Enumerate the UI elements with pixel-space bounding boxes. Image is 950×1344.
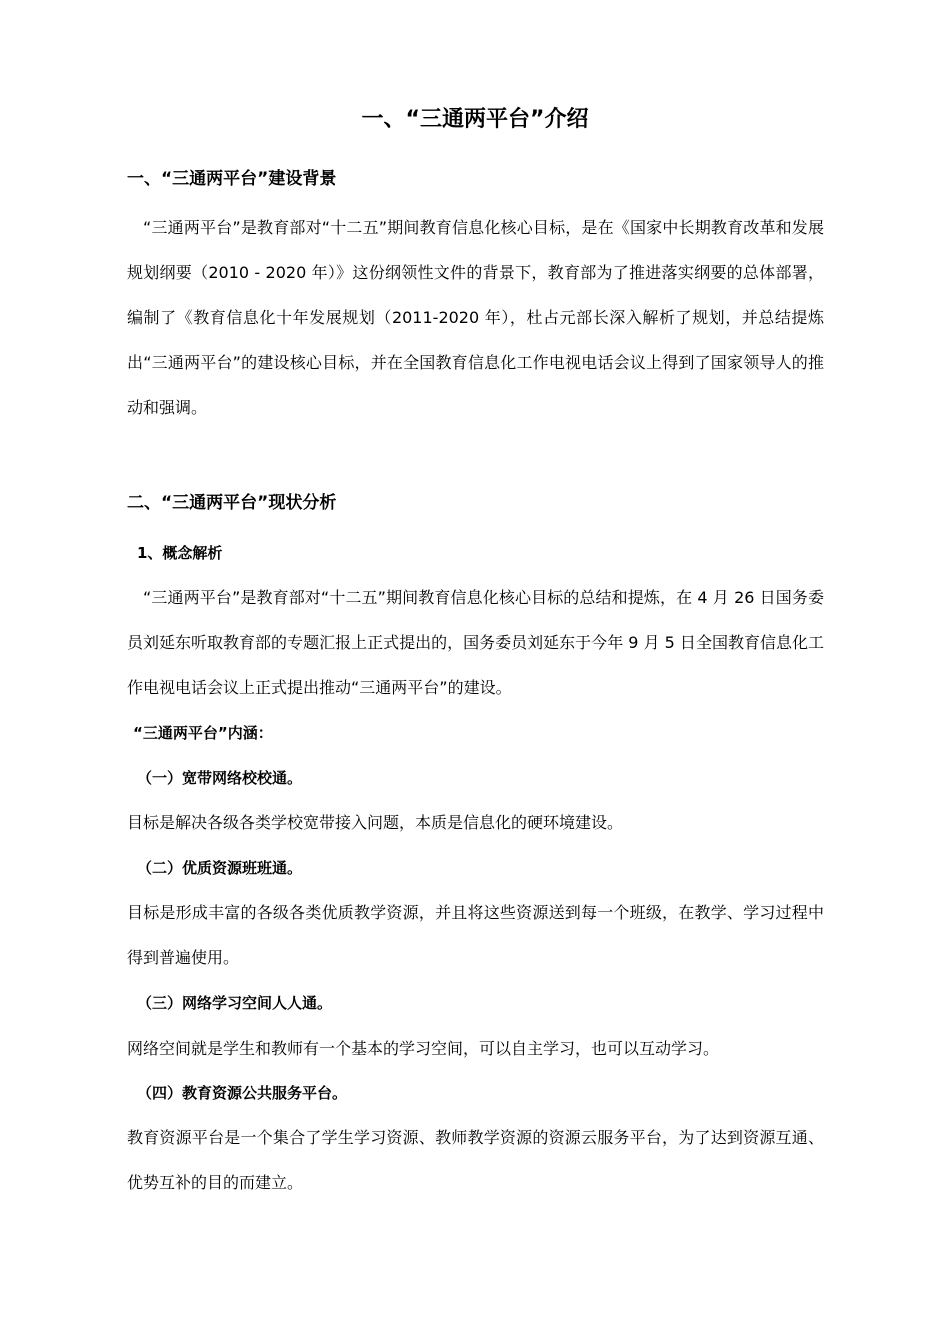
concept-subheading: 1、概念解析	[137, 544, 223, 562]
section2-heading: 二、“三通两平台”现状分析	[127, 493, 337, 513]
item3-text: 网络空间就是学生和教师有一个基本的学习空间，可以自主学习，也可以互动学习。	[127, 1039, 720, 1058]
page-title: 一、“三通两平台”介绍	[361, 107, 589, 132]
section1-paragraph: “三通两平台”是教育部对“十二五”期间教育信息化核心目标，是在《国家中长期教育改革和发展规划纲要（2010 - 2020 年）》这份纲领性文件的背景下，教育部为了推进落实纲要的总体部署，编制了《教育信息化十年发展规划（2011-2020 年），杜占元部长深入解析了规划，并总结提炼出“三通两平台”的建设核心目标，并在全国教育信息化工作电视电话会议上得到了国家领导人的推动和强调。	[127, 218, 824, 417]
item4-text: 教育资源平台是一个集合了学生学习资源、教师教学资源的资源云服务平台，为了达到资源互通、优势互补的目的而建立。	[127, 1128, 824, 1192]
section1-heading: 一、“三通两平台”建设背景	[127, 169, 337, 189]
item2-text: 目标是形成丰富的各级各类优质教学资源，并且将这些资源送到每一个班级，在教学、学习过程中得到普遍使用。	[127, 903, 824, 967]
item2-heading: （二）优质资源班班通。	[137, 859, 303, 877]
connotation-label: “三通两平台”内涵：	[133, 724, 273, 742]
item1-text: 目标是解决各级各类学校宽带接入问题，本质是信息化的硬环境建设。	[127, 813, 624, 832]
section2-paragraph: “三通两平台”是教育部对“十二五”期间教育信息化核心目标的总结和提炼，在 4 月 26 日国务委员刘延东听取教育部的专题汇报上正式提出的，国务委员刘延东于今年 9 月 5 日全国教育信息化工作电视电话会议上正式提出推动“三通两平台”的建设。	[127, 588, 824, 697]
item3-heading: （三）网络学习空间人人通。	[137, 994, 333, 1012]
item1-heading: （一）宽带网络校校通。	[137, 769, 303, 787]
item4-heading: （四）教育资源公共服务平台。	[137, 1084, 348, 1102]
